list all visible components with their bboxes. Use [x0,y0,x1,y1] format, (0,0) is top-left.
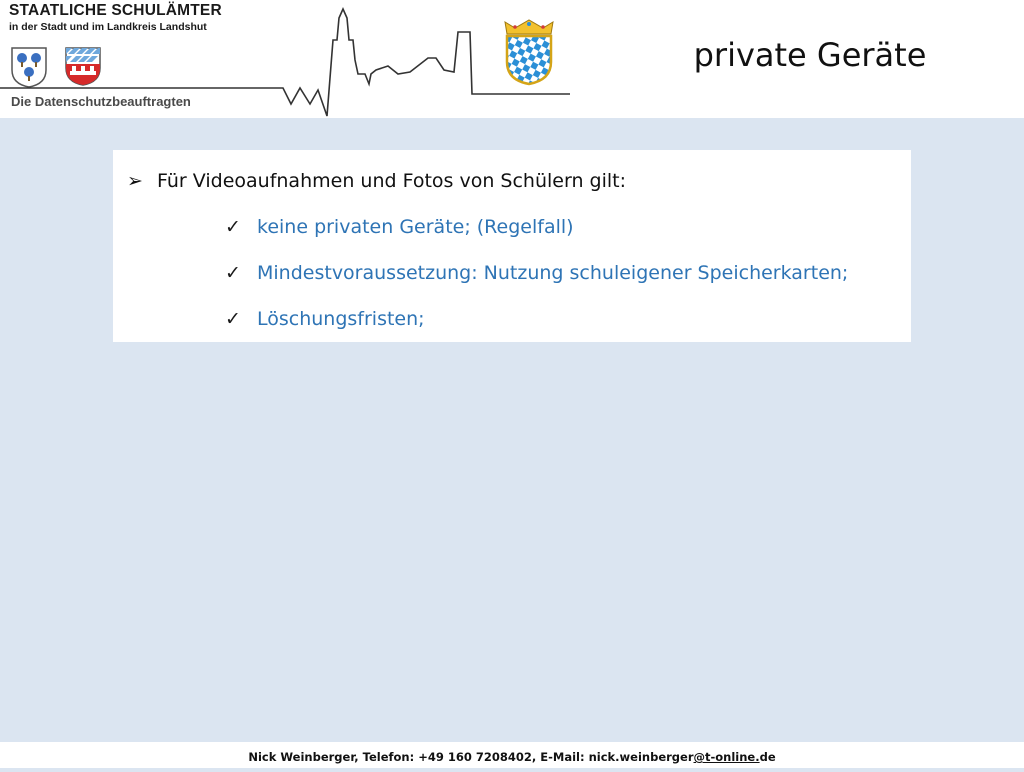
arrowhead-bullet-icon: ➢ [127,170,143,192]
checkmark-icon: ✓ [225,262,241,284]
list-item [225,262,848,284]
content-box [113,150,911,342]
slide-title: private Geräte [693,36,927,74]
footer-contact-text: Nick Weinberger, Telefon: +49 160 7208402, E-Mail: nick.weinberger [248,750,694,764]
checkmark-icon: ✓ [225,216,241,238]
main-bullet-row [127,170,626,192]
landshut-skyline-outline [0,0,575,118]
org-subtitle: in der Stadt und im Landkreis Landshut [9,21,207,33]
list-item-text: keine privaten Geräte; (Regelfall) [257,216,574,238]
footer-contact [0,742,1024,768]
department-label: Die Datenschutzbeauftragten [11,94,191,109]
list-item [225,216,574,238]
email-domain-link[interactable]: @t-online. [693,750,760,764]
list-item-text: Mindestvoraussetzung: Nutzung schuleigener Speicherkarten; [257,262,849,284]
checkmark-icon: ✓ [225,308,241,330]
list-item [225,308,425,330]
email-tld-text: de [759,750,776,764]
main-bullet-text: Für Videoaufnahmen und Fotos von Schülern gilt: [157,170,627,192]
bavaria-coat-of-arms-logo [502,18,556,86]
slide-header [0,0,1024,118]
org-title: STAATLICHE SCHULÄMTER [9,2,222,19]
list-item-text: Löschungsfristen; [257,308,425,330]
